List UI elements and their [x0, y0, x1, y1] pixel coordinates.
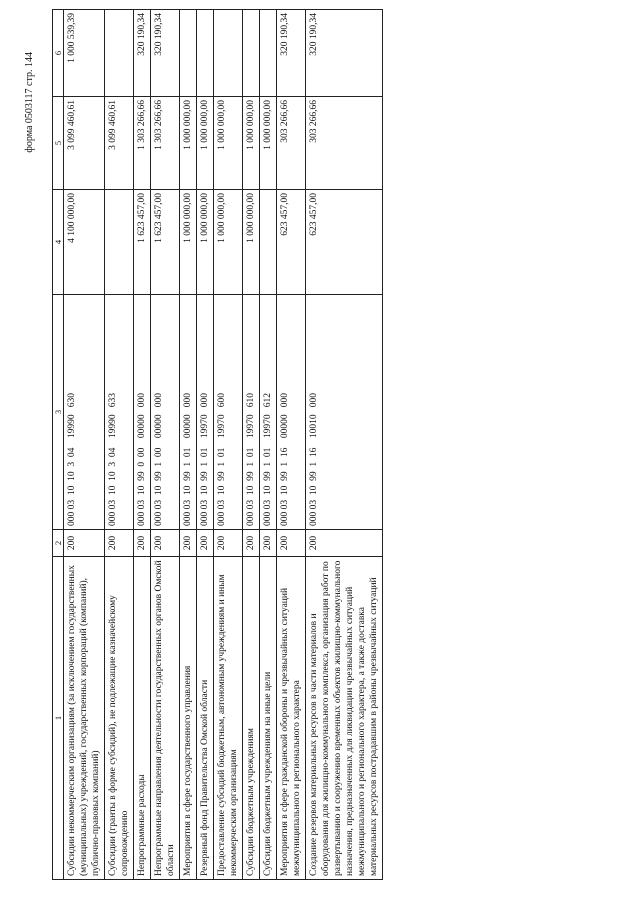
- cell-kbk: 000 03 10 99 1 01 19970 610: [243, 295, 260, 530]
- cell-c5: 3 099 460,61: [64, 97, 105, 190]
- table-row: [197, 10, 214, 880]
- cell-c4: 1 000 000,00: [214, 190, 243, 295]
- cell-name: Непрограммные направления деятельности государственных органов Омской области: [151, 557, 180, 880]
- table-row: [64, 10, 105, 880]
- cell-kbk: 000 03 10 99 1 16 10010 000: [306, 295, 383, 530]
- cell-c4: 623 457,00: [277, 190, 306, 295]
- cell-c5: 1 000 000,00: [214, 97, 243, 190]
- cell-c4: 1 623 457,00: [134, 190, 151, 295]
- table-row: [151, 10, 180, 880]
- cell-code: 200: [64, 530, 105, 557]
- cell-name: Мероприятия в сфере гражданской обороны и чрезвычайных ситуаций межмуниципального и регионального характера: [277, 557, 306, 880]
- cell-c4: 4 100 000,00: [64, 190, 105, 295]
- cell-c5: 1 000 000,00: [197, 97, 214, 190]
- header-row: [53, 10, 64, 880]
- cell-code: 200: [180, 530, 197, 557]
- table-row: [277, 10, 306, 880]
- cell-c5: 1 303 266,66: [134, 97, 151, 190]
- cell-c4: 1 000 000,00: [180, 190, 197, 295]
- header-cell: 4: [53, 190, 64, 295]
- table-row: [214, 10, 243, 880]
- cell-kbk: 000 03 10 99 1 01 19970 000: [197, 295, 214, 530]
- cell-name: Непрограммные расходы: [134, 557, 151, 880]
- cell-c6: 320 190,34: [134, 10, 151, 97]
- cell-code: 200: [260, 530, 277, 557]
- cell-kbk: 000 03 10 99 1 01 19970 612: [260, 295, 277, 530]
- cell-c4: 1 000 000,00: [243, 190, 260, 295]
- cell-kbk: 000 03 10 99 0 00 00000 000: [134, 295, 151, 530]
- cell-c6: 320 190,34: [306, 10, 383, 97]
- cell-code: 200: [105, 530, 134, 557]
- cell-kbk: 000 03 10 99 1 01 00000 000: [180, 295, 197, 530]
- header-cell: 1: [53, 557, 64, 880]
- cell-kbk: 000 03 10 10 3 04 19990 630: [64, 295, 105, 530]
- cell-kbk: 000 03 10 99 1 01 19970 600: [214, 295, 243, 530]
- cell-kbk: 000 03 10 10 3 04 19990 633: [105, 295, 134, 530]
- cell-code: 200: [214, 530, 243, 557]
- cell-c4: 623 457,00: [306, 190, 383, 295]
- cell-name: Субсидии (гранты в форме субсидий), не подлежащие казначейскому сопровождению: [105, 557, 134, 880]
- cell-name: Мероприятия в сфере государственного управления: [180, 557, 197, 880]
- rotated-table-sheet: [24, 13, 592, 880]
- cell-c5: 1 303 266,66: [151, 97, 180, 190]
- cell-c5: 1 000 000,00: [260, 97, 277, 190]
- table-row: [105, 10, 134, 880]
- cell-name: Субсидии бюджетным учреждениям: [243, 557, 260, 880]
- cell-c6: 320 190,34: [151, 10, 180, 97]
- cell-c4: 1 000 000,00: [197, 190, 214, 295]
- cell-name: Субсидии бюджетным учреждениям на иные цели: [260, 557, 277, 880]
- cell-kbk: 000 03 10 99 1 16 00000 000: [277, 295, 306, 530]
- cell-code: 200: [243, 530, 260, 557]
- cell-c5: 3 099 460,61: [105, 97, 134, 190]
- cell-name: Создание резервов материальных ресурсов в части материалов и оборудования для жилищно-коммунального комплекса, организация работ по развертыванию и сооружению временных объектов жилищно-коммунального назначения, предназначенных для ликвидации чрезвычайных ситуаций межмуниципального и регионального характера, а также доставка материальных ресурсов пострадавшим в районы чрезвычайных ситуаций: [306, 557, 383, 880]
- table-row: [306, 10, 383, 880]
- cell-code: 200: [277, 530, 306, 557]
- cell-c6: [243, 10, 260, 97]
- cell-code: 200: [197, 530, 214, 557]
- table-row: [180, 10, 197, 880]
- cell-c5: 1 000 000,00: [180, 97, 197, 190]
- cell-c5: 303 266,66: [306, 97, 383, 190]
- form-label: форма 0503117 стр. 144: [24, 52, 35, 153]
- cell-c6: [197, 10, 214, 97]
- table-row: [243, 10, 260, 880]
- table-row: [260, 10, 277, 880]
- header-cell: 5: [53, 97, 64, 190]
- cell-name: Субсидии некоммерческим организациям (за исключением государственных (муниципальных) учреждений, государственных корпораций (компаний), публично-правовых компаний): [64, 557, 105, 880]
- cell-c6: [180, 10, 197, 97]
- cell-code: 200: [151, 530, 180, 557]
- header-cell: 3: [53, 295, 64, 530]
- cell-code: 200: [134, 530, 151, 557]
- cell-c6: 320 190,34: [277, 10, 306, 97]
- cell-code: 200: [306, 530, 383, 557]
- cell-c4: [105, 190, 134, 295]
- cell-name: Предоставление субсидий бюджетным, автономным учреждениям и иным некоммерческим организациям: [214, 557, 243, 880]
- cell-c6: [214, 10, 243, 97]
- cell-name: Резервный фонд Правительства Омской области: [197, 557, 214, 880]
- cell-c4: 1 623 457,00: [151, 190, 180, 295]
- cell-c6: [260, 10, 277, 97]
- header-cell: 2: [53, 530, 64, 557]
- header-cell: 6: [53, 10, 64, 97]
- cell-c6: [105, 10, 134, 97]
- cell-c5: 303 266,66: [277, 97, 306, 190]
- cell-c4: [260, 190, 277, 295]
- budget-table: [52, 9, 383, 880]
- cell-kbk: 000 03 10 99 1 00 00000 000: [151, 295, 180, 530]
- table-body: [64, 10, 383, 880]
- table-row: [134, 10, 151, 880]
- cell-c5: 1 000 000,00: [243, 97, 260, 190]
- cell-c6: 1 000 539,39: [64, 10, 105, 97]
